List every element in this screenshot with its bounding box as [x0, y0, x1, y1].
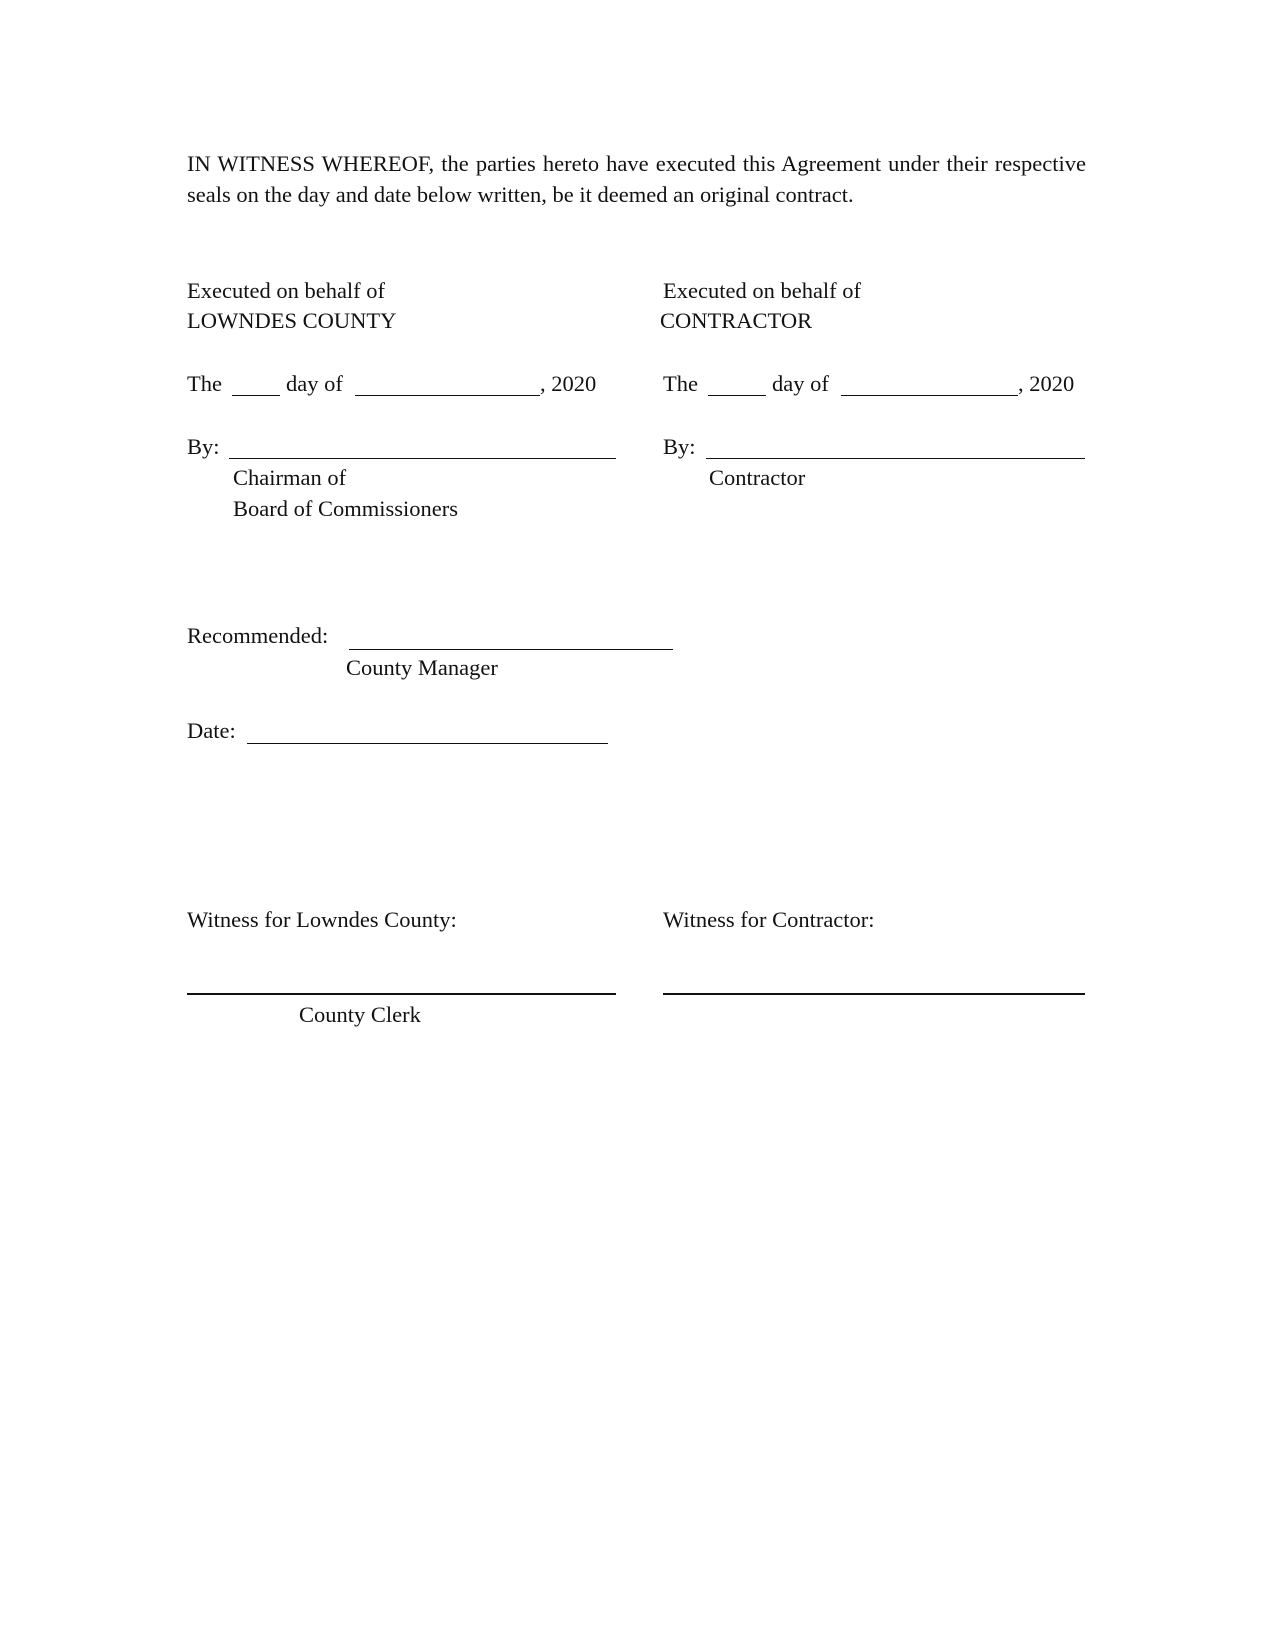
- contractor-the-label: The: [663, 371, 698, 396]
- witness-county-label: Witness for Lowndes County:: [187, 907, 457, 932]
- county-day-of-label: day of: [286, 371, 343, 396]
- county-month-blank[interactable]: [355, 395, 540, 396]
- recommended-title: County Manager: [346, 655, 498, 680]
- county-signer-title-1: Chairman of: [233, 465, 347, 490]
- contractor-party-name: CONTRACTOR: [660, 308, 813, 333]
- intro-paragraph: IN WITNESS WHEREOF, the parties hereto have executed this Agreement under their respective seals on the day and date below written, be it deemed an original contract.: [187, 151, 1086, 207]
- county-signature-line[interactable]: [229, 458, 616, 459]
- witness-contractor-signature-line[interactable]: [663, 993, 1085, 995]
- county-party-name: LOWNDES COUNTY: [187, 308, 397, 333]
- contractor-by-label: By:: [663, 434, 696, 459]
- contractor-month-blank[interactable]: [841, 395, 1018, 396]
- county-day-blank[interactable]: [232, 395, 280, 396]
- contractor-day-blank[interactable]: [708, 395, 766, 396]
- recommended-label: Recommended:: [187, 623, 329, 648]
- county-the-label: The: [187, 371, 222, 396]
- date-line[interactable]: [247, 743, 608, 744]
- recommended-signature-line[interactable]: [349, 649, 673, 650]
- witness-county-signature-line[interactable]: [187, 993, 616, 995]
- contractor-day-of-label: day of: [772, 371, 829, 396]
- county-signer-title-2: Board of Commissioners: [233, 496, 458, 521]
- county-year-label: , 2020: [540, 371, 597, 396]
- county-by-label: By:: [187, 434, 220, 459]
- contractor-signer-title: Contractor: [709, 465, 806, 490]
- witness-contractor-label: Witness for Contractor:: [663, 907, 875, 932]
- date-label: Date:: [187, 718, 236, 743]
- county-executed-label: Executed on behalf of: [187, 278, 386, 303]
- contractor-executed-label: Executed on behalf of: [663, 278, 862, 303]
- contractor-signature-line[interactable]: [706, 458, 1085, 459]
- contractor-year-label: , 2020: [1018, 371, 1075, 396]
- witness-county-title: County Clerk: [299, 1002, 421, 1027]
